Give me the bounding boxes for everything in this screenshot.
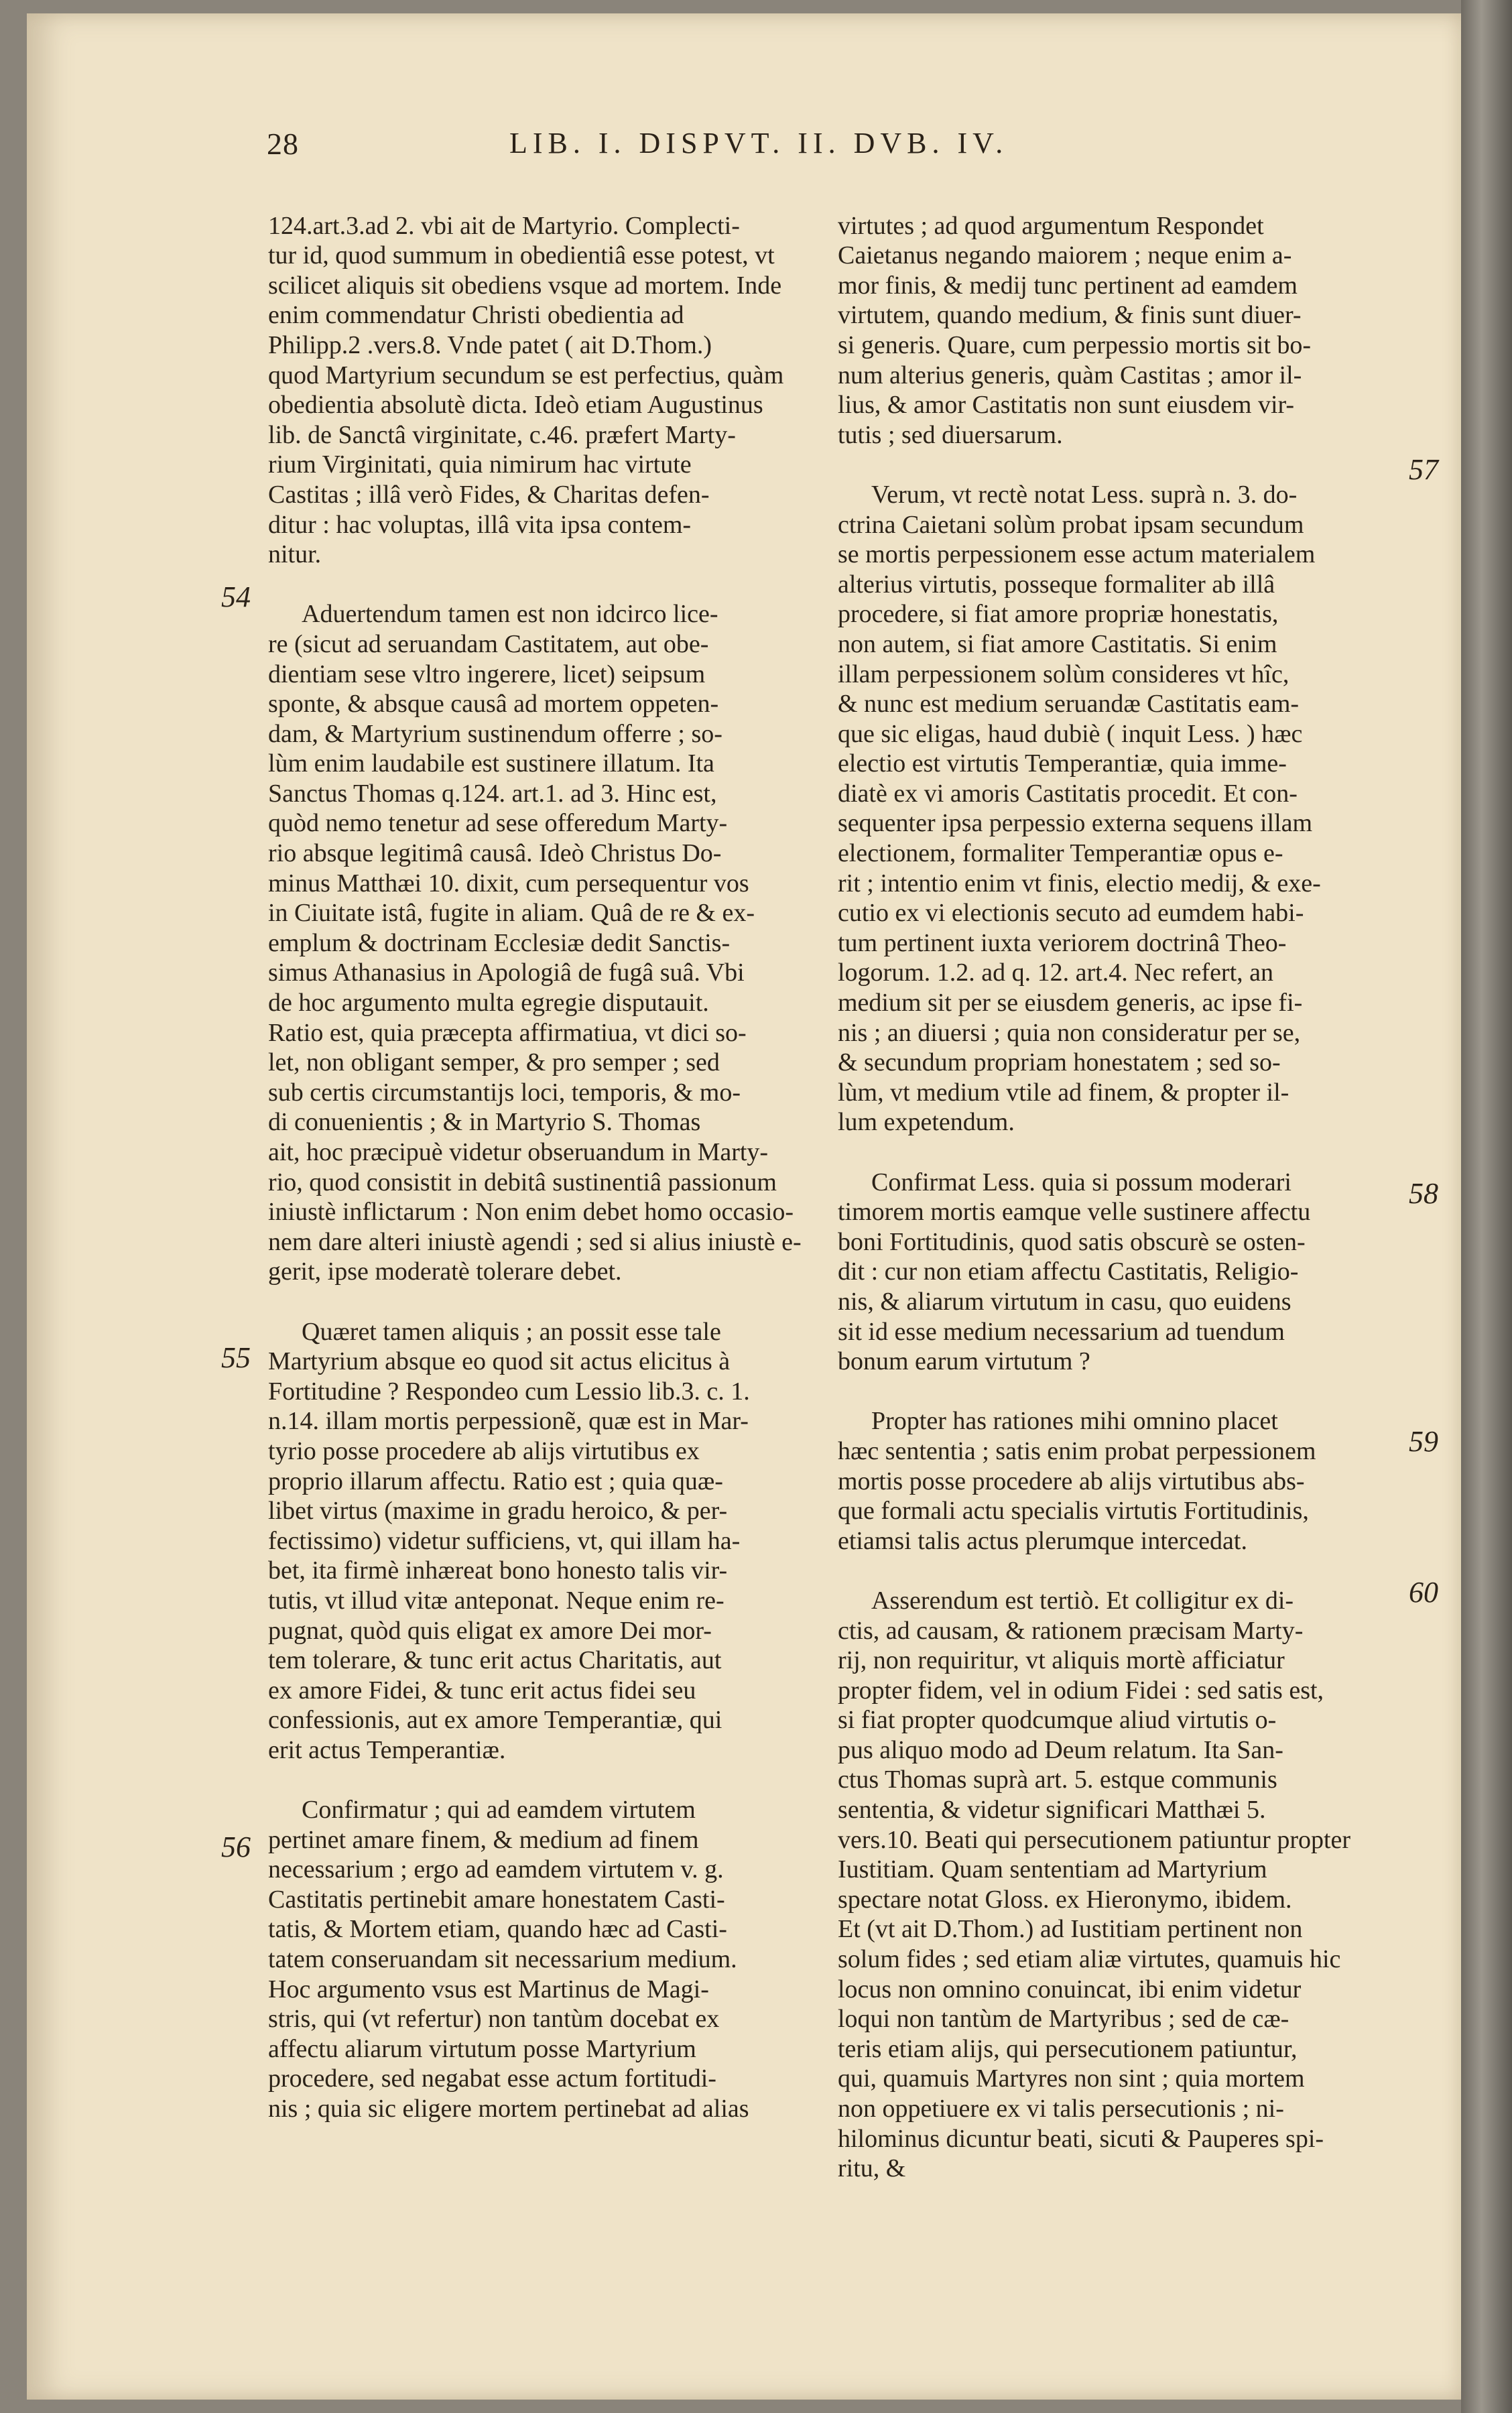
margin-number-57: 57 — [1409, 453, 1438, 486]
margin-number-56: 56 — [221, 1831, 251, 1863]
right-paragraph-2: Verum, vt rectè notat Less. suprà n. 3. do- ctrina Caietani solùm probat ipsam secundum se mortis perpessionem esse actum materialem alterius virtutis, posseque formaliter ab illâ procedere, si fiat amore propriæ honestatis, non autem, si fiat amore Castitatis. Si enim illam perpessionem solùm consideres vt hîc, & nunc est medium seruandæ Castitatis eam- que sic eligas, haud dubiè ( inquit Less. ) hæc electio est virtutis Temperantiæ, quia imme- diatè ex vi amoris Castitatis procedit. Et con- sequenter ipsa perpessio externa sequens illam electionem, formaliter Temperantiæ opus e- rit ; intentio enim vt finis, electio medij, & exe- cutio ex vi electionis secuto ad eumdem habi- tum pertinent iuxta veriorem doctrinâ Theo- logorum. 1.2. ad q. 12. art.4. Nec refert, an medium sit per se eiusdem generis, ac ipse fi- nis ; an diuersi ; quia non consideratur per se, & secundum propriam honestatem ; sed so- lùm, vt medium vtile ad finem, & propter il- lum expetendum. — [838, 480, 1321, 1137]
margin-number-54: 54 — [221, 580, 251, 613]
left-column — [268, 181, 812, 2154]
running-head-title: LIB. I. DISPVT. II. DVB. IV. — [509, 127, 1009, 160]
right-paragraph-5: Asserendum est tertiò. Et colligitur ex di- ctis, ad causam, & rationem præcisam Marty- rij, non requiritur, vt aliquis mortè afficiatur propter fidem, vel in odium Fidei : sed satis est, si fiat propter quodcumque aliud virtutis o- pus aliquo modo ad Deum relatum. Ita San- ctus Thomas suprà art. 5. estque communis sententia, & videtur significari Matthæi 5. vers.10. Beati qui persecutionem patiuntur propter Iustitiam. Quam sententiam ad Martyrium spectare notat Gloss. ex Hieronymo, ibidem. Et (vt ait D.Thom.) ad Iustitiam pertinent non solum fides ; sed etiam aliæ virtutes, quamuis hic locus non omnino conuincat, ibi enim videtur loqui non tantùm de Martyribus ; sed de cæ- teris etiam alijs, qui persecutionem patiuntur, qui, quamuis Martyres non sint ; quia mortem non oppetiuere ex vi talis persecutionis ; ni- hilominus dicuntur beati, sicuti & Pauperes spi- ritu, & — [838, 1586, 1351, 2183]
left-paragraph-1: 124.art.3.ad 2. vbi ait de Martyrio. Complecti- tur id, quod summum in obedientiâ esse potest, vt scilicet aliquis sit obediens vsque ad mortem. Inde enim commendatur Christi obedientia ad Philipp.2 .vers.8. Vnde patet ( ait D.Thom.) quod Martyrium secundum se est perfectius, quàm obedientia absolutè dicta. Ideò etiam Augustinus lib. de Sanctâ virginitate, c.46. præfert Marty- rium Virginitati, quia nimirum hac virtute Castitas ; illâ verò Fides, & Charitas defen- ditur : hac voluptas, illâ vita ipsa contem- nitur. — [268, 211, 784, 569]
book-page — [27, 13, 1461, 2400]
right-column — [838, 181, 1402, 2213]
right-paragraph-1: virtutes ; ad quod argumentum Respondet Caietanus negando maiorem ; neque enim a- mor finis, & medij tunc pertinent ad eamdem virtutem, quando medium, & finis sunt diuer- si generis. Quare, cum perpessio mortis sit bo- num alterius generis, quàm Castitas ; amor il- lius, & amor Castitatis non sunt eiusdem vir- tutis ; sed diuersarum. — [838, 211, 1312, 449]
left-paragraph-3: Quæret tamen aliquis ; an possit esse tale Martyrium absque eo quod sit actus elicitus à Fortitudine ? Respondeo cum Lessio lib.3. c. 1. n.14. illam mortis perpessionẽ, quæ est in Mar- tyrio posse procedere ab alijs virtutibus ex proprio illarum affectu. Ratio est ; quia quæ- libet virtus (maxime in gradu heroico, & per- fectissimo) videtur sufficiens, vt, qui illam ha- bet, ita firmè inhæreat bono honesto talis vir- tutis, vt illud vitæ anteponat. Neque enim re- pugnat, quòd quis eligat ex amore Dei mor- tem tolerare, & tunc erit actus Charitatis, aut ex amore Fidei, & tunc erit actus fidei seu confessionis, aut ex amore Temperantiæ, qui erit actus Temperantiæ. — [268, 1317, 750, 1764]
right-paragraph-4: Propter has rationes mihi omnino placet hæc sententia ; satis enim probat perpessionem mortis posse procedere ab alijs virtutibus abs- que formali actu specialis virtutis Fortitudinis, etiamsi talis actus plerumque intercedat. — [838, 1407, 1316, 1555]
left-paragraph-4: Confirmatur ; qui ad eamdem virtutem pertinet amare finem, & medium ad finem necessarium ; ergo ad eamdem virtutem v. g. Castitatis pertinebit amare honestatem Casti- tatis, & Mortem etiam, quando hæc ad Casti- tatem conseruandam sit necessarium medium. Hoc argumento vsus est Martinus de Magi- stris, qui (vt refertur) non tantùm docebat ex affectu aliarum virtutum posse Martyrium procedere, sed negabat esse actum fortitudi- nis ; quia sic eligere mortem pertinebat ad alias — [268, 1796, 749, 2123]
running-head — [27, 126, 1461, 166]
margin-number-60: 60 — [1409, 1576, 1438, 1609]
page-number: 28 — [267, 127, 299, 161]
margin-number-59: 59 — [1409, 1425, 1438, 1458]
margin-number-55: 55 — [221, 1341, 251, 1374]
right-paragraph-3: Confirmat Less. quia si possum moderari timorem mortis eamque velle sustinere affectu boni Fortitudinis, quod satis obscurè se osten- dit : cur non etiam affectu Castitatis, Religio- nis, & aliarum virtutum in casu, quo euidens sit id esse medium necessarium ad tuendum bonum earum virtutum ? — [838, 1168, 1311, 1376]
left-paragraph-2: Aduertendum tamen est non idcirco lice- re (sicut ad seruandam Castitatem, aut obe- dientiam sese vltro ingerere, licet) seipsum sponte, & absque causâ ad mortem oppeten- dam, & Martyrium sustinendum offerre ; so- lùm enim laudabile est sustinere illatum. Ita Sanctus Thomas q.124. art.1. ad 3. Hinc est, quòd nemo tenetur ad sese offeredum Marty- rio absque legitimâ causâ. Ideò Christus Do- minus Matthæi 10. dixit, cum persequentur vos in Ciuitate istâ, fugite in aliam. Quâ de re & ex- emplum & doctrinam Ecclesiæ dedit Sanctis- simus Athanasius in Apologiâ de fugâ suâ. Vbi de hoc argumento multa egregie disputauit. Ratio est, quia præcepta affirmatiua, vt dici so- let, non obligant semper, & pro semper ; sed sub certis circumstantijs loci, temporis, & mo- di conuenientis ; & in Martyrio S. Thomas ait, hoc præcipuè videtur obseruandum in Marty- rio, quod consistit in debitâ sustinentiâ passionum iniustè inflictarum : Non enim debet homo occasio- nem dare alteri iniustè agendi ; sed si alius iniustè e- gerit, ipse moderatè tolerare debet. — [268, 600, 802, 1286]
margin-number-58: 58 — [1409, 1177, 1438, 1210]
book-edge — [1461, 0, 1512, 2413]
